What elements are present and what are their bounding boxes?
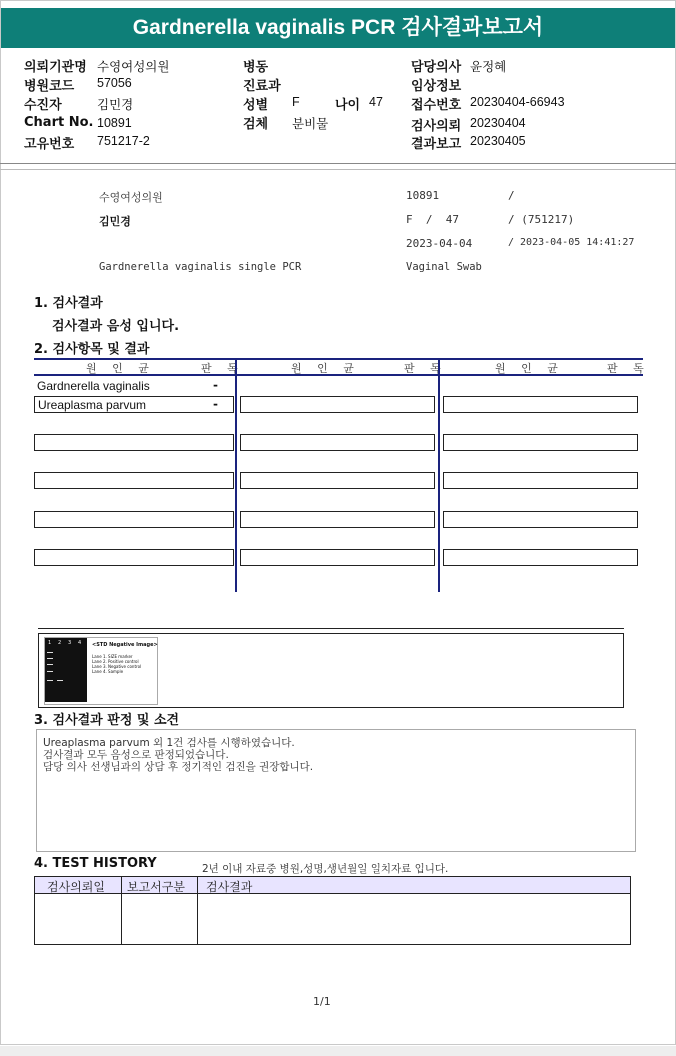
table-row xyxy=(34,472,234,489)
info-slash: / xyxy=(508,189,515,202)
history-col-result: 검사결과 xyxy=(206,880,253,894)
label-specimen: 검체 xyxy=(243,117,269,132)
gel-lane-2: 2 xyxy=(58,640,62,646)
comment-line-3: 담당 의사 선생님과의 상담 후 정기적인 검진을 권장합니다. xyxy=(43,761,314,773)
label-ward: 병동 xyxy=(243,60,269,75)
label-dept: 진료과 xyxy=(243,79,281,94)
info-date-report: / 2023-04-05 14:41:27 xyxy=(508,237,635,248)
gel-band xyxy=(47,680,53,681)
value-receipt-no: 20230404-66943 xyxy=(470,95,565,109)
table-divider-1 xyxy=(235,358,237,592)
col-result-1: 판 독 xyxy=(201,362,244,375)
gel-band xyxy=(57,680,63,681)
table-row xyxy=(34,434,234,451)
gel-top-line xyxy=(38,628,624,629)
gel-lane-1: 1 xyxy=(48,640,52,646)
label-age: 나이 xyxy=(335,98,361,113)
info-date-request: 2023-04-04 xyxy=(406,237,473,250)
value-specimen: 분비물 xyxy=(292,117,329,131)
label-patient: 수진자 xyxy=(24,98,62,113)
value-report-date: 20230405 xyxy=(470,134,526,148)
gel-electrophoresis-image xyxy=(45,638,87,702)
section4-title: 4. TEST HISTORY xyxy=(34,856,157,871)
table-row xyxy=(34,511,234,528)
col-result-2: 판 독 xyxy=(404,362,447,375)
table-row xyxy=(240,396,435,413)
info-specimen: Vaginal Swab xyxy=(406,261,482,273)
info-birth: / (751217) xyxy=(508,213,575,226)
history-body xyxy=(34,894,631,945)
table-row xyxy=(443,549,638,566)
section3-title: 3. 검사결과 판정 및 소견 xyxy=(34,713,180,728)
col-pathogen-3: 원 인 균 xyxy=(495,362,564,375)
history-divider-1 xyxy=(121,876,122,945)
table-row xyxy=(240,511,435,528)
gel-legend-1: Lane 1. SIZE marker xyxy=(92,654,133,659)
table-row xyxy=(443,472,638,489)
label-clinic: 의뢰기관명 xyxy=(24,60,87,75)
row-result-ureaplasma: - xyxy=(213,397,218,411)
footer-bar xyxy=(0,1046,676,1056)
section2-title: 2. 검사항목 및 결과 xyxy=(34,342,150,357)
gel-lane-3: 3 xyxy=(68,640,72,646)
history-note: 2년 이내 자료중 병원,성명,생년월일 일치자료 입니다. xyxy=(202,863,449,875)
gel-lane-4: 4 xyxy=(78,640,82,646)
value-sex: F xyxy=(292,95,300,109)
row-name-ureaplasma: Ureaplasma parvum xyxy=(38,398,147,412)
row-result-gardnerella: - xyxy=(213,378,218,392)
label-receipt-no: 접수번호 xyxy=(411,98,462,113)
table-row xyxy=(34,549,234,566)
gel-band xyxy=(47,664,53,665)
report-title: Gardnerella vaginalis PCR 검사결과보고서 xyxy=(1,8,675,48)
col-result-3: 판 독 xyxy=(607,362,650,375)
info-chart: 10891 xyxy=(406,189,440,202)
table-row xyxy=(443,511,638,528)
page-number: 1/1 xyxy=(313,995,331,1008)
value-age: 47 xyxy=(369,95,383,109)
gel-legend-2: Lane 2. Positive control xyxy=(92,659,139,664)
gel-legend-title: <STD Negative Image> xyxy=(92,642,158,648)
comment-line-2: 검사결과 모두 음성으로 판정되었습니다. xyxy=(43,749,229,761)
value-hospital-code: 57056 xyxy=(97,76,132,90)
gel-band xyxy=(47,652,53,653)
info-test-name: Gardnerella vaginalis single PCR xyxy=(99,261,302,273)
table-row xyxy=(240,549,435,566)
gel-legend-4: Lane 4. Sample xyxy=(92,669,124,674)
info-clinic: 수영여성의원 xyxy=(99,191,163,204)
col-pathogen-2: 원 인 균 xyxy=(291,362,360,375)
label-clinical-info: 임상정보 xyxy=(411,79,462,94)
table-row xyxy=(443,434,638,451)
history-col-report-type: 보고서구분 xyxy=(127,880,185,894)
label-request-date: 검사의뢰 xyxy=(411,119,462,134)
label-hospital-code: 병원코드 xyxy=(24,79,75,94)
history-col-request-date: 검사의뢰일 xyxy=(47,880,105,894)
header-divider-2 xyxy=(0,169,676,170)
info-sex-age: F / 47 xyxy=(406,213,459,226)
header-divider xyxy=(0,163,676,164)
table-row xyxy=(240,434,435,451)
value-doctor: 윤정혜 xyxy=(470,60,507,74)
gel-legend-3: Lane 3. Negative control xyxy=(92,664,142,669)
value-unique-no: 751217-2 xyxy=(97,134,150,148)
history-header xyxy=(34,876,631,894)
value-patient: 김민경 xyxy=(97,98,134,112)
table-row xyxy=(240,472,435,489)
info-patient: 김민경 xyxy=(99,215,131,228)
label-sex: 성별 xyxy=(243,98,269,113)
gel-band xyxy=(47,671,53,672)
section1-title: 1. 검사결과 xyxy=(34,296,103,311)
table-row xyxy=(443,396,638,413)
table-divider-2 xyxy=(438,358,440,592)
history-divider-2 xyxy=(197,876,198,945)
row-name-gardnerella: Gardnerella vaginalis xyxy=(37,379,150,393)
section1-result: 검사결과 음성 입니다. xyxy=(52,319,180,334)
value-clinic: 수영여성의원 xyxy=(97,60,170,74)
gel-band xyxy=(47,658,53,659)
comment-line-1: Ureaplasma parvum 외 1건 검사를 시행하였습니다. xyxy=(43,737,295,749)
label-unique-no: 고유번호 xyxy=(24,137,75,152)
value-request-date: 20230404 xyxy=(470,116,526,130)
value-chart-no: 10891 xyxy=(97,116,132,130)
col-pathogen-1: 원 인 균 xyxy=(86,362,155,375)
label-doctor: 담당의사 xyxy=(411,60,462,75)
label-report-date: 결과보고 xyxy=(411,137,462,152)
label-chart-no: Chart No. xyxy=(24,115,94,130)
